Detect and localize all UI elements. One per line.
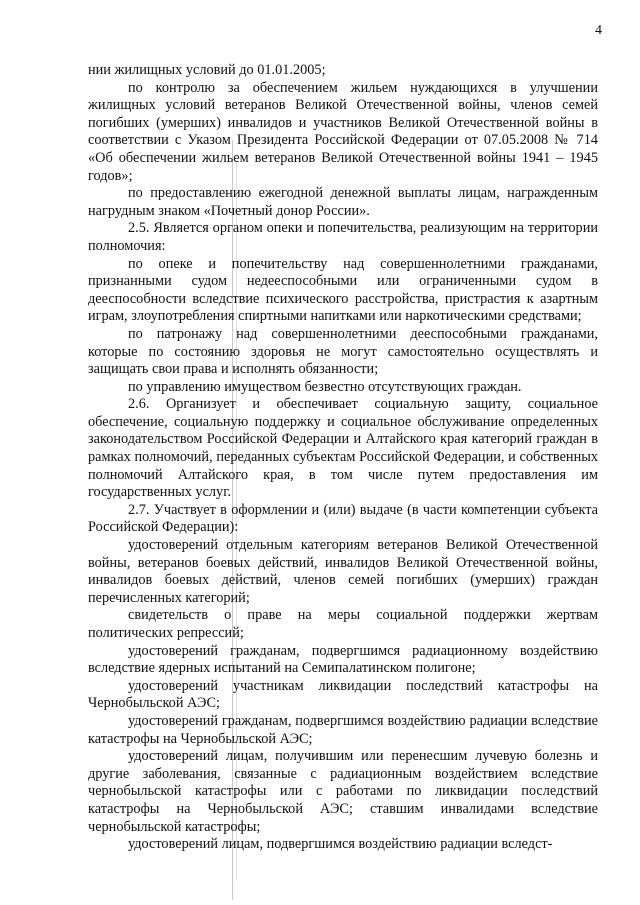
paragraph: удостоверений гражданам, подвергшимся радиационному воздействию вследствие ядерных испытаний на Семипалатинском полигоне; [88, 642, 598, 677]
page-number: 4 [595, 23, 602, 38]
paragraph: 2.5. Является органом опеки и попечительства, реализующим на территории полномочия: [88, 220, 598, 254]
paragraph: свидетельств о праве на меры социальной поддержки жертвам политических репрессий; [88, 607, 598, 641]
paragraph: по контролю за обеспечением жильем нуждающихся в улучшении жилищных условий ветеранов Великой Отечественной войны, членов семей погибших (умерших) инвалидов и участников Великой Отечественной войны в соответствии с Указом Президента Российской Федерации от 07.05.2008 № 714 «Об обеспечении жильем ветеранов Великой Отечественной войны 1941 – 1945 годов»; [88, 79, 598, 184]
paragraph: 2.6. Организует и обеспечивает социальную защиту, социальное обеспечение, социальную поддержку и социальное обслуживание определенных законодательством Российской Федерации и Алтайского края категорий граждан в рамках полномочий, переданных субъектам Российской Федерации, и собственных полномочий Алтайского края, в том числе путем предоставления им государственных услуг. [88, 396, 598, 501]
paragraph: удостоверений лицам, получившим или перенесшим лучевую болезнь и другие заболевания, связанные с радиационным воздействием вследствие чернобыльской катастрофы или с работами по ликвидации последствий катастрофы на Чернобыльской АЭС; ставшим инвалидами вследствие чернобыльской катастрофы; [88, 748, 598, 835]
paragraph: по патронажу над совершеннолетними дееспособными гражданами, которые по состоянию здоровья не могут самостоятельно осуществлять и защищать свои права и исполнять обязанности; [88, 325, 598, 378]
paragraph: удостоверений лицам, подвергшимся воздействию радиации вследст- [128, 836, 553, 853]
paragraph: по управлению имуществом безвестно отсутствующих граждан. [128, 378, 522, 395]
body-text [88, 62, 598, 854]
paragraph: удостоверений гражданам, подвергшимся воздействию радиации вследствие катастрофы на Чернобыльской АЭС; [88, 712, 598, 747]
paragraph: 2.7. Участвует в оформлении и (или) выдаче (в части компетенции субъекта Российской Федерации): [88, 501, 598, 536]
paragraph: по опеке и попечительству над совершеннолетними гражданами, признанными судом недееспособными или ограниченными судом в дееспособности вследствие психического расстройства, пристрастия к азартным играм, злоупотребления спиртными напитками или наркотическими средствами; [88, 255, 598, 325]
paragraph: по предоставлению ежегодной денежной выплаты лицам, награжденным нагрудным знаком «Почетный донор России». [88, 185, 598, 219]
paragraph: удостоверений участникам ликвидации последствий катастрофы на Чернобыльской АЭС; [88, 677, 598, 712]
paragraph: удостоверений отдельным категориям ветеранов Великой Отечественной войны, ветеранов боевых действий, инвалидов Великой Отечественной войны, инвалидов боевых действий, членов семей погибших (умерших) граждан перечисленных категорий; [88, 537, 598, 606]
paragraph: нии жилищных условий до 01.01.2005; [88, 62, 326, 78]
